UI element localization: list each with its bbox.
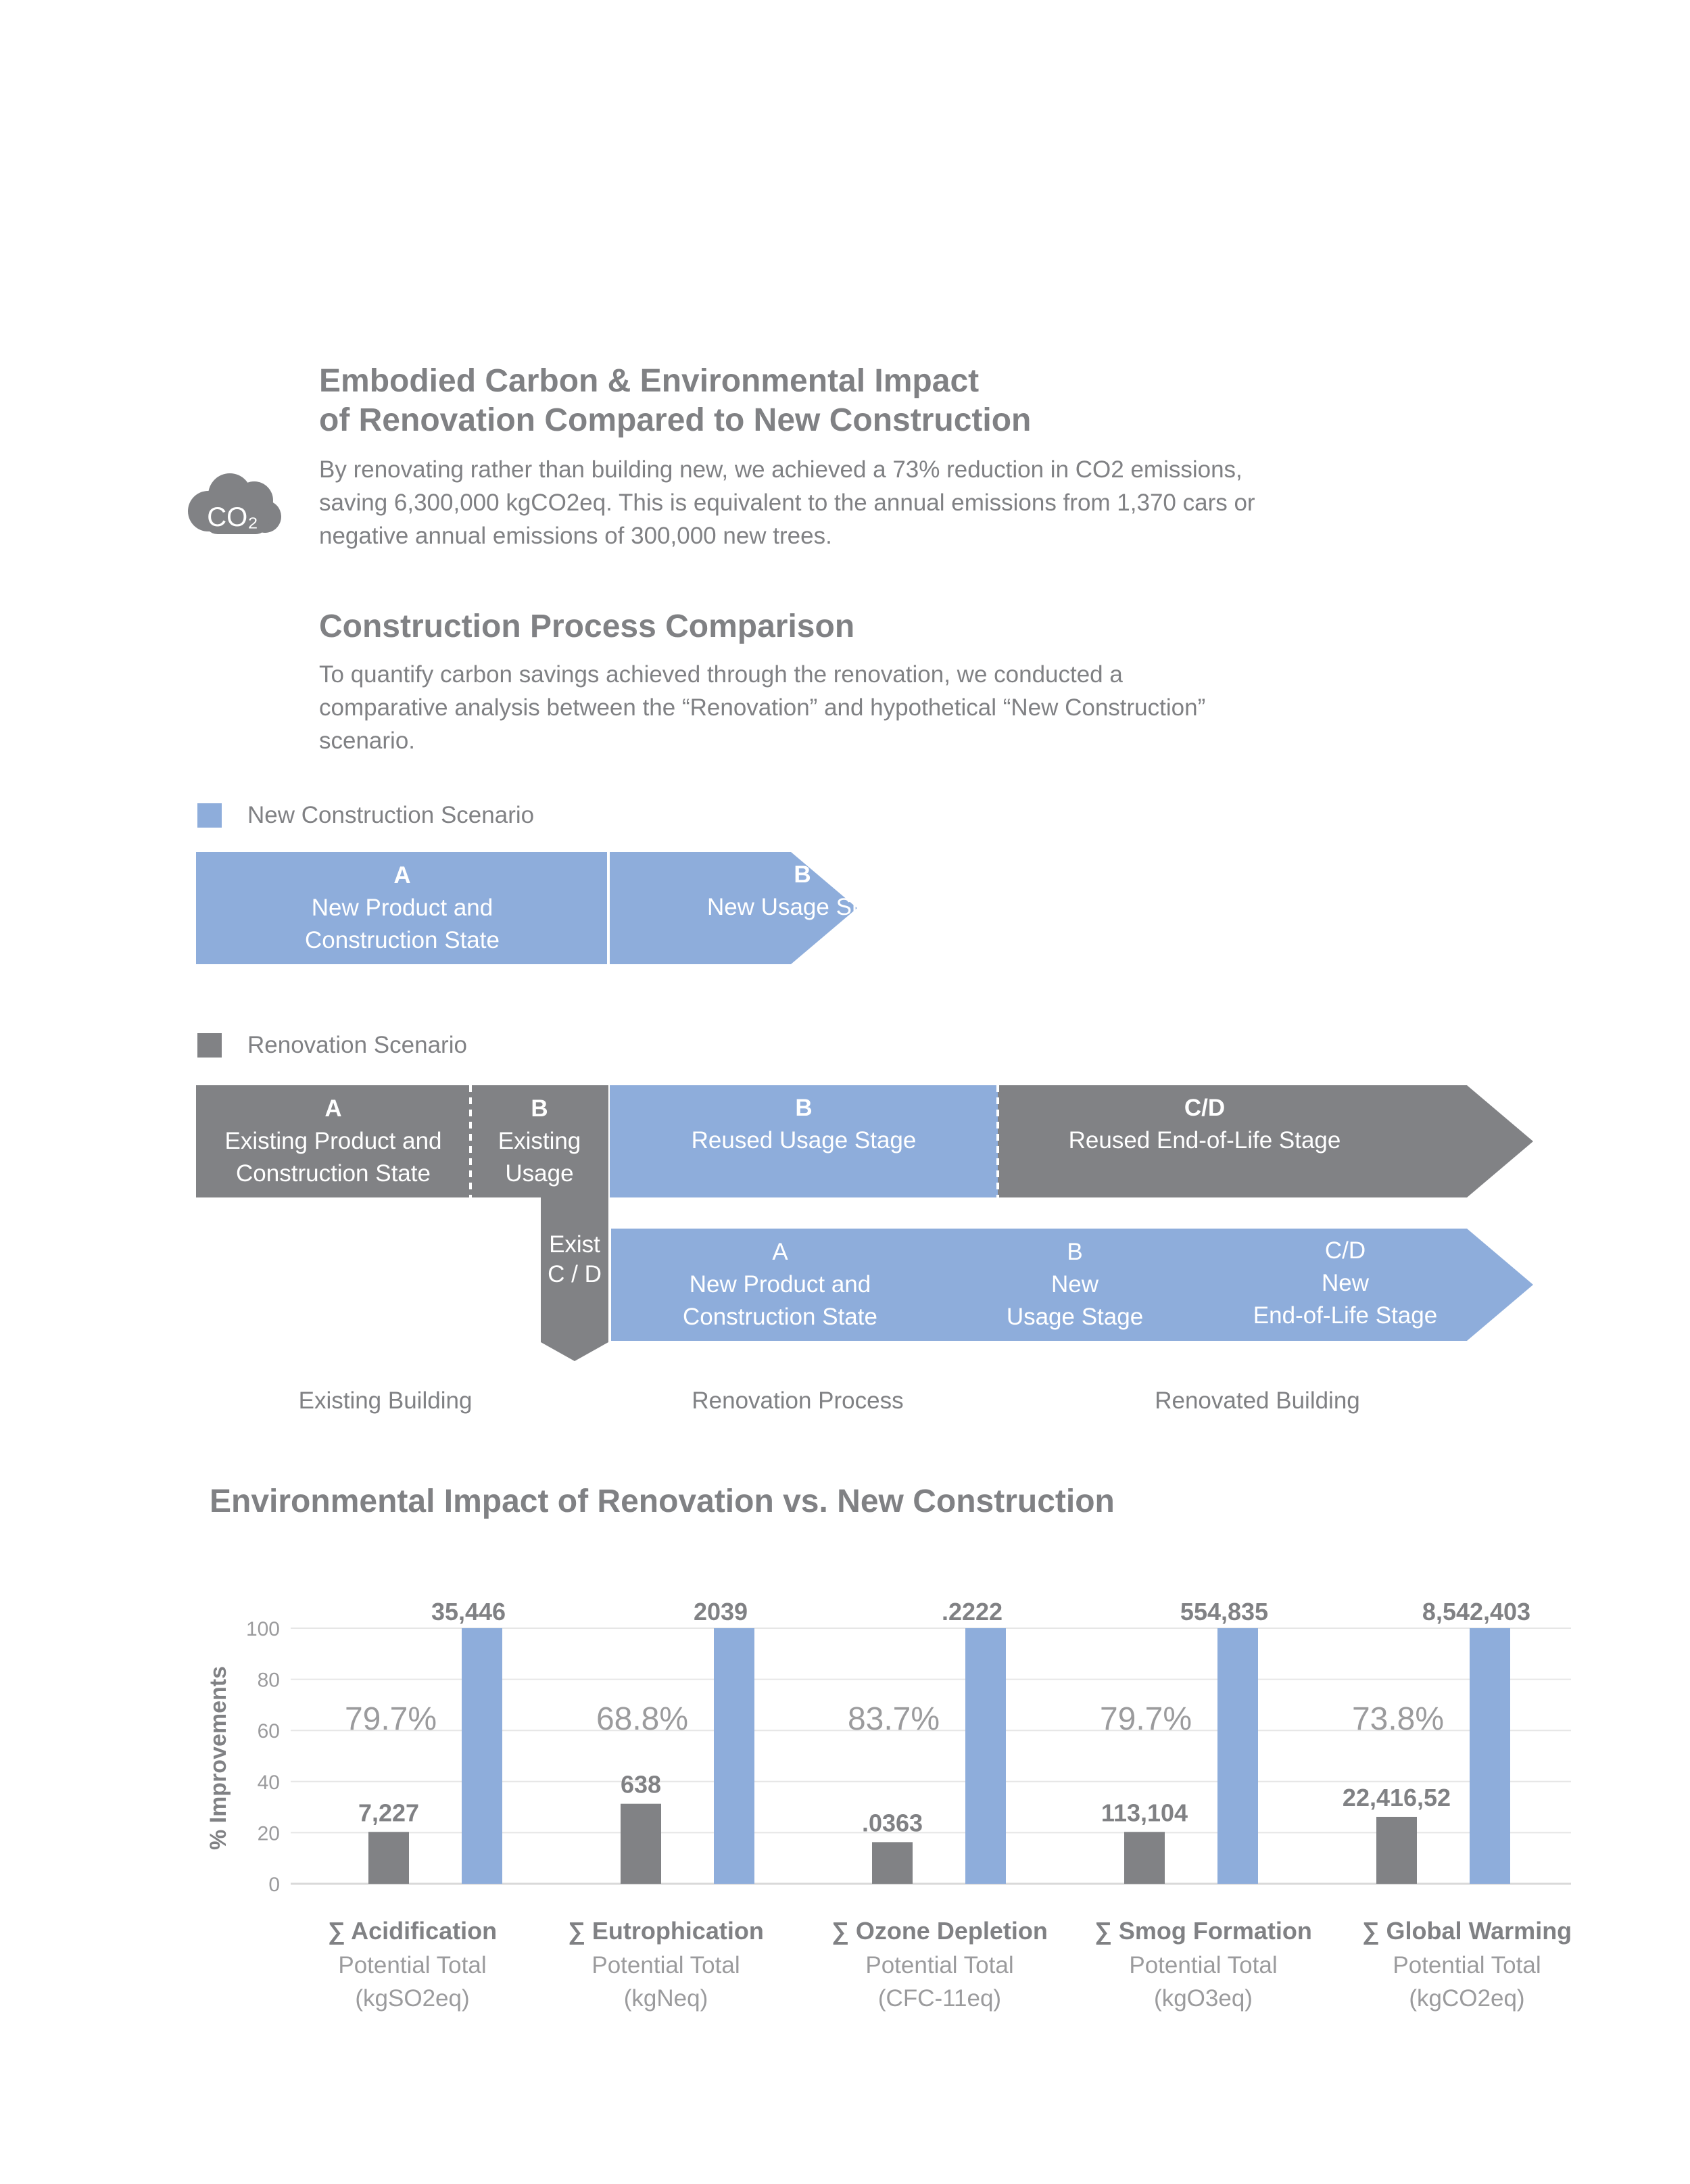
category-subtitle-label: Potential Total [592, 1952, 740, 1978]
new-construction-legend-swatch [197, 803, 222, 828]
renovation-bar [872, 1842, 913, 1884]
improvement-percent-label: 83.7% [847, 1701, 940, 1737]
new-construction-value-label: 554,835 [1180, 1598, 1269, 1625]
category-name-label: ∑ Acidification [327, 1917, 498, 1945]
renovation-exist-cd-line-1: Exist [549, 1231, 600, 1258]
renovation-segment-existing-b [470, 1085, 608, 1197]
renovation-new-sub-b-line-1: New [1051, 1271, 1099, 1298]
page-title-line-1: Embodied Carbon & Environmental Impact [319, 363, 980, 399]
category-unit-label: (CFC-11eq) [877, 1985, 1002, 2012]
renovation-new-sub-a [611, 1229, 949, 1341]
category-unit-label: (kgSO2eq) [355, 1985, 470, 2012]
renovation-segment-reused-b-code: B [795, 1095, 813, 1121]
chart-y-tick-label: 20 [257, 1822, 280, 1845]
process-line-3: scenario. [319, 728, 416, 754]
new-segment-cd [998, 852, 1411, 964]
new-segment-a-line-2: Construction State [305, 927, 500, 953]
renovation-segment-existing-b-line-1: Existing [498, 1128, 581, 1154]
category-subtitle-label: Potential Total [1393, 1952, 1541, 1978]
renovation-value-label: 7,227 [358, 1799, 420, 1827]
category-name-label: ∑ Global Warming [1361, 1917, 1572, 1945]
co2-icon-text: CO₂ [207, 502, 258, 532]
new-construction-value-label: 8,542,403 [1422, 1598, 1531, 1625]
new-segment-b [608, 852, 996, 964]
category-subtitle-label: Potential Total [1129, 1952, 1278, 1978]
chart-title: Environmental Impact of Renovation vs. New Construction [210, 1483, 1115, 1519]
renovation-segment-reused-b [610, 1085, 998, 1197]
improvement-percent-label: 79.7% [344, 1701, 437, 1737]
chart-y-tick-label: 0 [268, 1874, 280, 1896]
renovation-new-sub-a-line-1: New Product and [689, 1271, 871, 1298]
renovation-new-sub-cd [1217, 1227, 1474, 1339]
renovation-segment-reused-cd-line-1: Reused End-of-Life Stage [1068, 1127, 1341, 1154]
renovation-value-label: 22,416,52 [1342, 1783, 1451, 1811]
renovation-bar [368, 1832, 409, 1884]
process-title: Construction Process Comparison [319, 609, 855, 644]
renovation-segment-existing-b-line-2: Usage [505, 1160, 574, 1187]
improvement-percent-label: 73.8% [1351, 1701, 1445, 1737]
renovation-bar [1376, 1817, 1417, 1884]
renovation-exist-cd-line-2: C / D [548, 1261, 602, 1287]
chart-y-tick-label: 40 [257, 1771, 280, 1794]
renovation-exist-cd [541, 1229, 608, 1290]
new-segment-a [196, 852, 608, 964]
new-construction-bar [1217, 1628, 1258, 1884]
intro-line-3: negative annual emissions of 300,000 new trees. [319, 523, 832, 549]
renovation-legend-swatch [197, 1033, 222, 1058]
category-name-label: ∑ Eutrophication [568, 1917, 764, 1945]
renovation-segment-reused-b-line-1: Reused Usage Stage [691, 1127, 917, 1154]
renovation-segment-a-line-1: Existing Product and [224, 1128, 442, 1154]
intro-line-1: By renovating rather than building new, we achieved a 73% reduction in CO2 emissions, [319, 456, 1242, 483]
intro-paragraph [319, 453, 1255, 552]
renovation-segment-reused-cd-code: C/D [1184, 1095, 1226, 1121]
renovation-new-sub-cd-line-1: New [1321, 1270, 1370, 1296]
new-segment-b-line-1: New Usage Stage [706, 894, 898, 920]
renovation-new-sub-b-line-2: Usage Stage [1006, 1304, 1144, 1330]
new-segment-cd-line-1: New End-of-Life Stage [1085, 894, 1324, 920]
new-construction-bar [714, 1628, 754, 1884]
page-title [319, 362, 1031, 440]
phase-renovated-building: Renovated Building [1155, 1387, 1360, 1414]
category-unit-label: (kgCO2eq) [1409, 1985, 1525, 2012]
new-segment-a-line-1: New Product and [311, 895, 493, 921]
category-unit-label: (kgNeq) [623, 1985, 708, 2012]
new-construction-value-label: 2039 [693, 1598, 748, 1625]
renovation-value-label: 638 [620, 1770, 662, 1799]
new-segment-cd-code: C/D [1184, 861, 1226, 888]
impact-chart [0, 1582, 1690, 2015]
process-paragraph [319, 658, 1205, 757]
co2-cloud-icon [184, 469, 284, 544]
chart-y-tick-label: 100 [245, 1618, 280, 1640]
renovation-new-sub-a-code: A [772, 1239, 788, 1265]
renovation-segment-existing-b-code: B [531, 1095, 548, 1122]
category-subtitle-label: Potential Total [338, 1952, 487, 1978]
new-segment-b-code: B [794, 861, 811, 888]
renovation-new-sub-a-line-2: Construction State [683, 1304, 877, 1330]
renovation-segment-a-code: A [324, 1095, 342, 1122]
chart-y-tick-label: 80 [257, 1669, 280, 1692]
process-line-1: To quantify carbon savings achieved through the renovation, we conducted a [319, 661, 1123, 688]
new-construction-bar [1470, 1628, 1510, 1884]
new-construction-value-label: .2222 [941, 1598, 1003, 1625]
renovation-new-sub-b-code: B [1067, 1239, 1083, 1265]
renovation-new-sub-cd-line-2: End-of-Life Stage [1253, 1302, 1438, 1329]
improvement-percent-label: 79.7% [1099, 1701, 1192, 1737]
renovation-new-sub-b [973, 1229, 1176, 1341]
process-line-2: comparative analysis between the “Renovation” and hypothetical “New Construction” [319, 694, 1206, 721]
renovation-legend-label: Renovation Scenario [247, 1032, 467, 1058]
new-construction-bar [965, 1628, 1006, 1884]
improvement-percent-label: 68.8% [596, 1701, 689, 1737]
renovation-segment-a-line-2: Construction State [236, 1160, 431, 1187]
renovation-segment-a [196, 1085, 470, 1197]
phase-renovation-process: Renovation Process [692, 1387, 904, 1414]
new-construction-value-label: 35,446 [431, 1598, 506, 1625]
intro-line-2: saving 6,300,000 kgCO2eq. This is equivalent to the annual emissions from 1,370 cars or [319, 490, 1255, 516]
renovation-segment-reused-cd [998, 1085, 1411, 1197]
category-unit-label: (kgO3eq) [1154, 1985, 1253, 2012]
category-name-label: ∑ Ozone Depletion [831, 1917, 1048, 1945]
renovation-bar [621, 1804, 661, 1884]
phase-existing-building: Existing Building [298, 1387, 473, 1414]
renovation-new-sub-cd-code: C/D [1324, 1237, 1366, 1264]
new-segment-a-code: A [393, 862, 411, 888]
renovation-value-label: .0363 [861, 1809, 923, 1837]
renovation-bar [1124, 1832, 1165, 1884]
category-name-label: ∑ Smog Formation [1094, 1917, 1312, 1945]
new-construction-legend-label: New Construction Scenario [247, 802, 535, 828]
page-title-line-2: of Renovation Compared to New Construction [319, 402, 1032, 438]
category-subtitle-label: Potential Total [865, 1952, 1014, 1978]
new-construction-bar [462, 1628, 502, 1884]
renovation-value-label: 113,104 [1101, 1799, 1188, 1827]
chart-y-tick-label: 60 [257, 1720, 280, 1743]
chart-y-axis-label: % Improvements [206, 1665, 231, 1851]
